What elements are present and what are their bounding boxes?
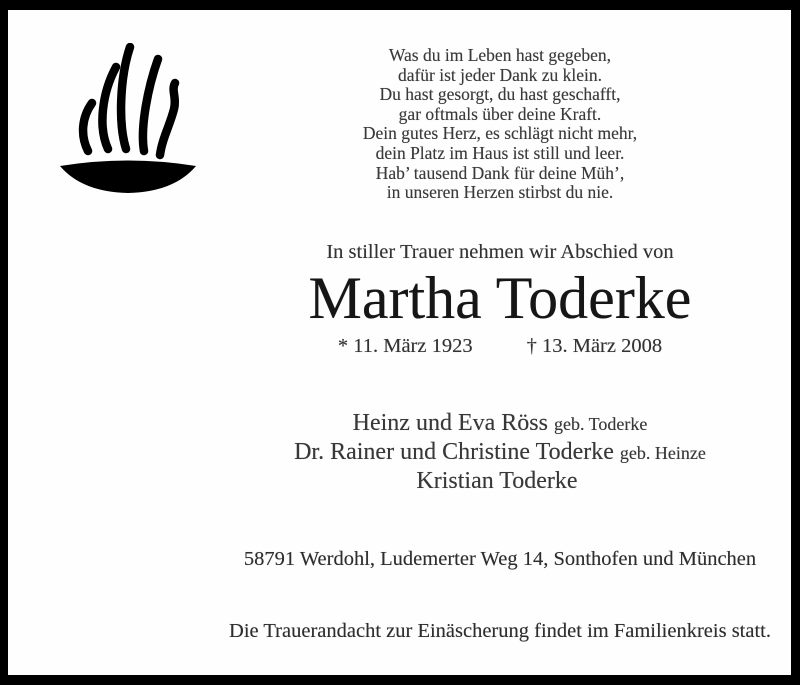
mourner-name: Dr. Rainer und Christine Toderke (294, 438, 614, 465)
poem-line: Du hast gesorgt, du hast geschafft, (379, 84, 621, 105)
poem-line: Dein gutes Herz, es schlägt nicht mehr, (362, 123, 638, 144)
poem-line: gar oftmals über deine Kraft. (398, 103, 602, 124)
mourner-name: Heinz und Eva Röss (352, 409, 548, 436)
deceased-name: Martha Toderke (308, 264, 692, 331)
notice-content (200, 10, 800, 644)
poem-line: Hab’ tausend Dank für deine Müh’, (375, 162, 625, 183)
poem-line: dafür ist jeder Dank zu klein. (397, 64, 603, 85)
flame-bowl-icon (58, 43, 198, 193)
poem-line: dein Platz im Haus ist still und leer. (375, 142, 625, 163)
birth-date: * 11. März 1923 (337, 334, 473, 357)
death-date: † 13. März 2008 (526, 334, 663, 357)
life-dates (200, 331, 800, 361)
mourner-name: Kristian Toderke (416, 467, 578, 494)
intro-line: In stiller Trauer nehmen wir Abschied von (326, 240, 674, 263)
funeral-info: Die Trauerandacht zur Einäscherung findet im Familienkreis statt. (229, 619, 771, 642)
memorial-notice (8, 10, 791, 675)
mourner-maiden-name: geb. Toderke (553, 413, 648, 434)
mourner-maiden-name: geb. Heinze (619, 442, 706, 463)
mourner-row (200, 467, 800, 496)
poem-line: in unseren Herzen stirbst du nie. (386, 182, 614, 203)
address-line: 58791 Werdohl, Ludemerter Weg 14, Sonthofen und München (243, 547, 757, 570)
mourner-row (200, 409, 800, 438)
mourners-list (200, 409, 800, 496)
poem-line: Was du im Leben hast gegeben, (388, 45, 612, 65)
mourner-row (200, 438, 800, 467)
memorial-poem (200, 46, 800, 203)
